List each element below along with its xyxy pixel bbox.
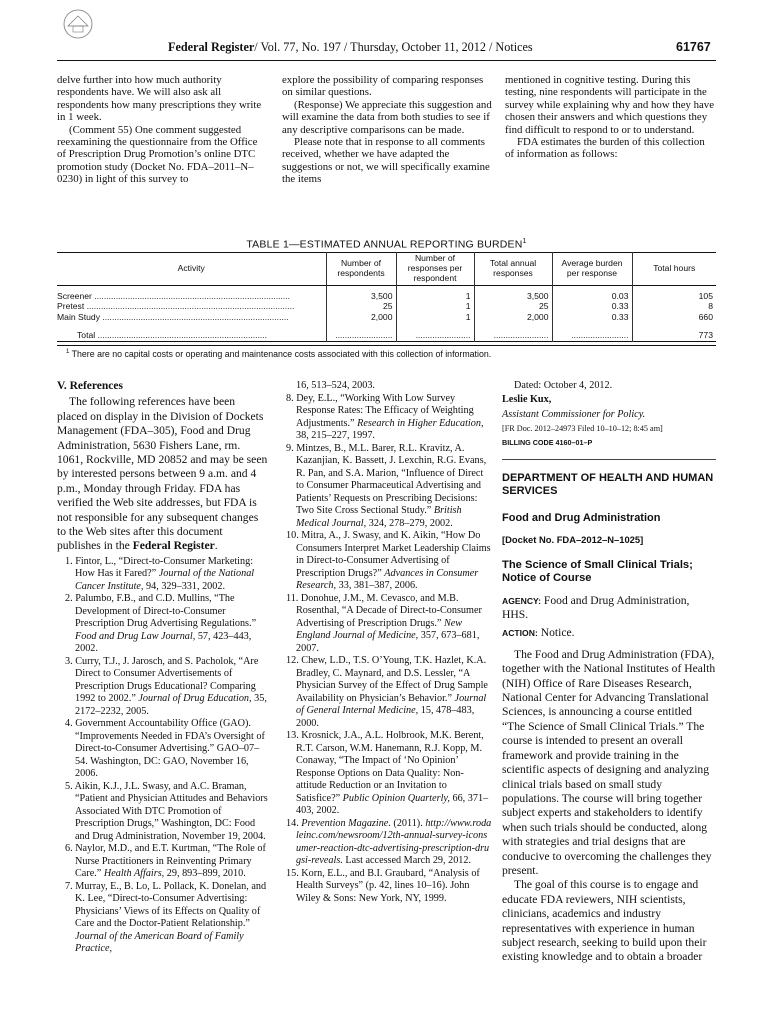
agency-line: AGENCY: Food and Drug Administration, HHS. — [502, 593, 690, 621]
billing-code: BILLING CODE 4160–01–P — [502, 437, 593, 447]
notice-title: The Science of Small Clinical Trials; Notice of Course — [502, 558, 693, 585]
summary-paragraph: The Food and Drug Administration (FDA), together with the National Institutes of Health (NIH) Office of Rare Diseases Research, National Center for Advancing Translational Sciences, is announcing a course entitled “The Science of Small Clinical Trials.” The course is intended to present an overall framework and provide training in the scientific aspects of designing and analyzing clinical trials based on small study populations. The course will bring together subject experts and stakeholders to identify when such trials should be conducted, along with strategies and trial designs that are conducive to overcoming the challenges they present. — [502, 647, 716, 877]
table-row: Screener .................................................................................. 3,500 1 3,500 0.03 105 — [57, 291, 716, 302]
dated-line: Dated: October 4, 2012. — [514, 380, 613, 391]
paragraph: FDA estimates the burden of this collection of information as follows: — [505, 136, 705, 161]
reference-item: 4. Government Accountability Office (GAO). “Improvements Needed in FDA’s Oversight of Direct-to-Consumer Advertising.” GAO–07–54. Washington, DC: GAO, November 16, 2006. — [65, 718, 265, 780]
goal-paragraph: The goal of this course is to engage and educate FDA reviewers, NIH scientists, clinicians, academics and industry representatives with experience in human subject research, seeking to build upon their existing knowledge and to obtain a broader — [502, 878, 707, 964]
reference-continuation: 16, 513–524, 2003. — [296, 380, 375, 391]
reference-item: 3. Curry, T.J., J. Jarosch, and S. Pacholok, “Are Direct to Consumer Advertisements of Prescription Drugs Educational? Comparing 1992 to 2002.” Journal of Drug Education, 35, 2172–2232, 2005. — [65, 655, 267, 717]
notice-column — [502, 380, 716, 965]
fr-doc-line: [FR Doc. 2012–24973 Filed 10–10–12; 8:45 am] — [502, 424, 663, 434]
agency-heading: Food and Drug Administration — [502, 512, 661, 525]
reference-item: 9. Mintzes, B., M.L. Barer, R.L. Kravitz, A. Kazanjian, K. Bassett, J. Lexchin, R.G. Evans, R. Pan, and S.A. Marion, “Influence of Direct to Consumer Pharmaceutical Advertising and Patients’ Requests on Prescribing Decisions: Two Site Cross Sectional Study.” British Medical Journal, 324, 278–279, 2002. — [286, 442, 487, 529]
reference-item: 11. Donohue, J.M., M. Cevasco, and M.B. Rosenthal, “A Decade of Direct-to-Consumer Advertising of Prescription Drugs.” New England Journal of Medicine, 357, 673–681, 2007. — [286, 592, 482, 654]
column-header: Number of respondents — [326, 253, 396, 286]
header-rule — [57, 60, 716, 61]
reference-item: 7. Murray, E., B. Lo, L. Pollack, K. Donelan, and K. Lee, “Direct-to-Consumer Advertising: Physicians’ Views of its Effects on Quality of Care and the Doctor-Patient Relationship.” Journal of the American Board of Family Practice, — [65, 880, 267, 955]
header-line — [168, 40, 533, 55]
references-intro: The following references have been placed on display in the Division of Dockets Management (FDA–305), Food and Drug Administration, 5630 Fishers Lane, rm. 1061, Rockville, MD 20852 and may be seen by interested persons between 9 a.m. and 4 p.m., Monday through Friday. FDA has verified the Web site addresses, but FDA is not responsible for any subsequent changes to the Web sites after this document publishes in the Federal Register. — [57, 395, 268, 553]
reference-item: 5. Aikin, K.J., J.L. Swasy, and A.C. Braman, “Patient and Physician Attitudes and Behaviors Associated With DTC Promotion of Prescription Drugs,” Washington, DC: Food and Drug Administration, November 19, 2004. — [65, 780, 268, 842]
gpo-authentication-seal — [58, 8, 98, 42]
section-heading: V. References — [57, 380, 123, 392]
journal-name: Federal Register — [168, 40, 255, 54]
reference-url[interactable]: http://www.rodaleinc.com/newsroom/12th-annual-survey-iconsumer-reaction-dtc-advertising-prescription-drugsi-reveals. — [296, 817, 492, 866]
table-row: Pretest ....................................................................................... 25 1 25 0.33 8 — [57, 301, 716, 312]
column-header: Total hours — [632, 253, 716, 286]
separator-rule — [502, 459, 716, 460]
reference-item: 15. Korn, E.L., and B.I. Graubard, “Analysis of Health Surveys” (p. 42, lines 10–16). John Wiley & Sons: New York, NY, 1999. — [286, 867, 480, 904]
paragraph: mentioned in cognitive testing. During this testing, nine respondents will participate in the survey while explaining why and how they have chosen their answers and which questions they find difficult to respond to or to understand. — [505, 74, 714, 136]
docket-number: [Docket No. FDA–2012–N–1025] — [502, 534, 644, 546]
department-heading: DEPARTMENT OF HEALTH AND HUMAN SERVICES — [502, 472, 714, 498]
references-column-1 — [57, 380, 268, 956]
signer-name: Leslie Kux, — [502, 394, 552, 406]
column-header: Activity — [177, 263, 205, 274]
reference-item: 14. Prevention Magazine. (2011). http://www.rodaleinc.com/newsroom/12th-annual-survey-iconsumer-reaction-dtc-advertising-prescription-drugsi-reveals. Last accessed March 29, 2012. — [286, 817, 492, 866]
reference-item: 13. Krosnick, J.A., A.L. Holbrook, M.K. Berent, R.T. Carson, W.M. Hanemann, R.J. Kopp, M. Conaway, “The Impact of ‘No Opinion’ Response Options on Data Quality: Non-attitude Reduction or an Invitation to Satisfice?” Public Opinion Quarterly, 66, 371–403, 2002. — [286, 730, 489, 816]
paragraph: (Comment 55) One comment suggested reexamining the questionnaire from the Office of Prescription Drug Promotion’s online DTC promotion study (Docket No. FDA–2011–N–0230) in light of this survey to — [57, 123, 258, 186]
page-number: 61767 — [676, 40, 711, 54]
column-header: Average burden per response — [552, 253, 632, 286]
paragraph: Please note that in response to all comments received, whether we have adapted the suggestions or not, we will specifically examine the items — [282, 136, 490, 186]
signer-title: Assistant Commissioner for Policy. — [502, 408, 646, 420]
reference-item: 2. Palumbo, F.B., and C.D. Mullins, “The Development of Direct-to-Consumer Prescription Drug Advertising Regulations.” Food and Drug Law Journal, 57, 423–443, 2002. — [65, 593, 257, 655]
table-total-row: Total ....................................................................... ........................ ....................... ....................... ........................ 773 — [57, 330, 716, 341]
top-column-3 — [505, 74, 716, 161]
references-column-2 — [278, 380, 492, 905]
reference-item: 1. Fintor, L., “Direct-to-Consumer Marketing: How Has it Fared?” Journal of the National Cancer Institute, 94, 329–331, 2002. — [65, 555, 255, 592]
paragraph: (Response) We appreciate this suggestion and will examine the data from both studies to see if any descriptive comparisons can be made. — [282, 98, 492, 136]
volume-issue: / Vol. 77, No. 197 / Thursday, October 11, 2012 / Notices — [254, 40, 533, 54]
column-header: Number of responses per respondent — [396, 253, 474, 286]
reference-item: 10. Mitra, A., J. Swasy, and K. Aikin, “How Do Consumers Interpret Market Leadership Claims in Direct-to-Consumer Advertising of Prescription Drugs?” Advances in Consumer Research, 33, 381–387, 2006. — [286, 530, 491, 591]
column-header: Total annual responses — [474, 253, 552, 286]
top-column-2 — [282, 74, 493, 186]
paragraph: delve further into how much authority respondents have. We will also ask all respondents how many prescriptions they write in 1 week. — [57, 74, 262, 124]
reference-item: 12. Chew, L.D., T.S. O’Young, T.K. Hazlet, K.A. Bradley, C. Maynard, and D.S. Lessler, “A Physician Survey of the Effect of Drug Sample Availability on Physician’s Behavior.” Journal of General Internal Medicine, 15, 478–483, 2000. — [286, 655, 488, 729]
table-row: Main Study .............................................................................. 2,000 1 2,000 0.33 660 — [57, 312, 716, 323]
table-caption: TABLE 1—ESTIMATED ANNUAL REPORTING BURDEN$^1$ — [246, 238, 527, 251]
top-column-1 — [57, 74, 268, 186]
table-footnote: $^1$ There are no capital costs or operating and maintenance costs associated with this collection of information. — [66, 349, 492, 359]
action-line: ACTION: Notice. — [502, 625, 575, 639]
reference-item: 8. Dey, E.L., “Working With Low Survey Response Rates: The Efficacy of Weighting Adjustments.” Research in Higher Education, 38, 215–227, 1997. — [286, 392, 484, 441]
burden-table — [57, 252, 716, 346]
paragraph: explore the possibility of comparing responses on similar questions. — [282, 74, 484, 99]
reference-item: 6. Naylor, M.D., and E.T. Kurtman, “The Role of Nurse Practitioners in Reinventing Primary Care.” Health Affairs, 29, 893–899, 2010. — [65, 843, 266, 880]
